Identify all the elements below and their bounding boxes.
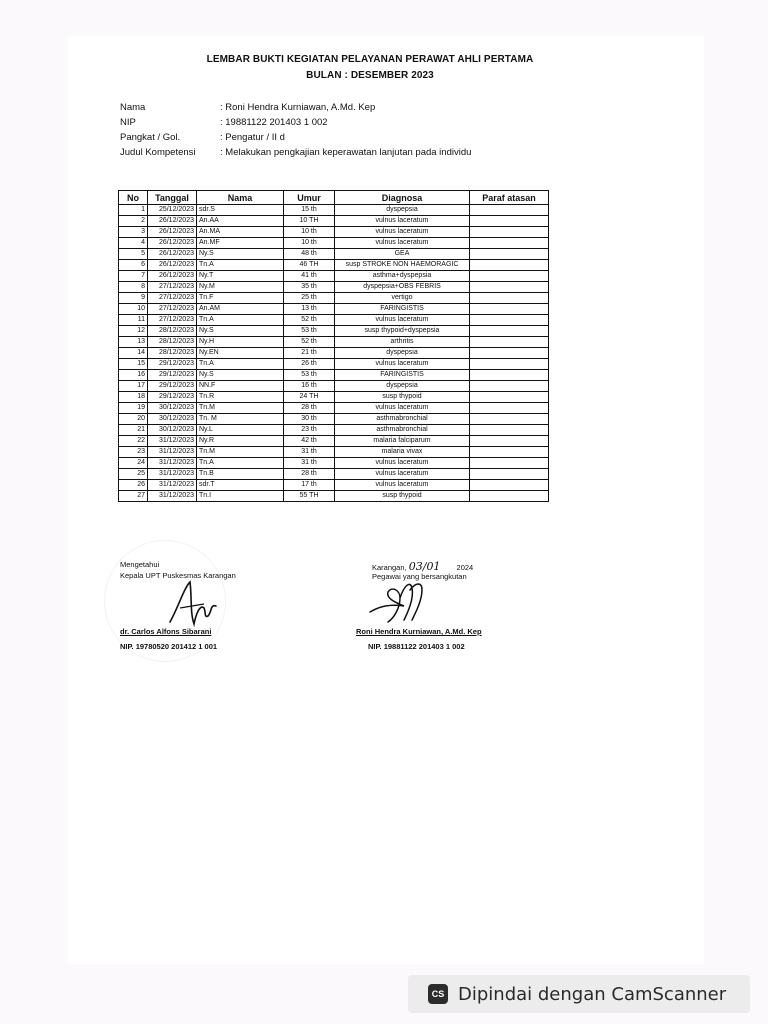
- table-row: [119, 414, 549, 425]
- cell-paraf: [470, 392, 549, 403]
- info-value: : Pengatur / II d: [220, 132, 285, 143]
- header-umur: Umur: [284, 191, 335, 205]
- cell-no: 13: [119, 337, 148, 348]
- cell-umur: 55 TH: [284, 491, 335, 502]
- sig-left-line1: Mengetahui: [120, 560, 160, 569]
- table-row: [119, 480, 549, 491]
- info-value: : 19881122 201403 1 002: [220, 117, 328, 128]
- cell-umur: 10 TH: [284, 216, 335, 227]
- cell-paraf: [470, 403, 549, 414]
- cell-paraf: [470, 304, 549, 315]
- cell-umur: 41 th: [284, 271, 335, 282]
- cell-paraf: [470, 216, 549, 227]
- cell-paraf: [470, 205, 549, 216]
- cell-nama: Ny.S: [197, 249, 284, 260]
- cell-tanggal: 26/12/2023: [148, 260, 197, 271]
- header-tanggal: Tanggal: [148, 191, 197, 205]
- cell-nama: Tn.M: [197, 403, 284, 414]
- signature-mark-right: [364, 576, 444, 628]
- header-diagnosa: Diagnosa: [335, 191, 470, 205]
- cell-nama: Tn.M: [197, 447, 284, 458]
- cell-umur: 10 th: [284, 227, 335, 238]
- table-row: [119, 491, 549, 502]
- table-row: [119, 359, 549, 370]
- info-label: NIP: [120, 117, 136, 128]
- table-row: [119, 337, 549, 348]
- cell-umur: 31 th: [284, 447, 335, 458]
- cell-no: 7: [119, 271, 148, 282]
- cell-umur: 30 th: [284, 414, 335, 425]
- cell-paraf: [470, 260, 549, 271]
- cell-no: 16: [119, 370, 148, 381]
- cell-no: 3: [119, 227, 148, 238]
- table-row: [119, 458, 549, 469]
- cell-tanggal: 29/12/2023: [148, 381, 197, 392]
- cell-nama: sdr.S: [197, 205, 284, 216]
- cell-no: 22: [119, 436, 148, 447]
- cell-no: 9: [119, 293, 148, 304]
- sig-right-place: Karangan,: [372, 563, 407, 572]
- cell-tanggal: 31/12/2023: [148, 491, 197, 502]
- table-row: [119, 447, 549, 458]
- cell-nama: Ny.S: [197, 370, 284, 381]
- cell-paraf: [470, 491, 549, 502]
- camscanner-banner: [408, 975, 750, 1013]
- cell-tanggal: 26/12/2023: [148, 216, 197, 227]
- sig-right-date-line: Karangan, 03/01 2024: [372, 560, 474, 573]
- cell-no: 5: [119, 249, 148, 260]
- cell-umur: 53 th: [284, 326, 335, 337]
- table-row: [119, 238, 549, 249]
- cell-tanggal: 31/12/2023: [148, 469, 197, 480]
- cell-no: 25: [119, 469, 148, 480]
- cell-diagnosa: susp thypoid: [335, 491, 470, 502]
- cell-nama: Tn.B: [197, 469, 284, 480]
- info-label: Nama: [120, 102, 146, 113]
- info-row-nip: [120, 115, 471, 130]
- table-row: [119, 216, 549, 227]
- cell-umur: 24 TH: [284, 392, 335, 403]
- cell-tanggal: 29/12/2023: [148, 370, 197, 381]
- cell-tanggal: 30/12/2023: [148, 403, 197, 414]
- cell-diagnosa: malaria vivax: [335, 447, 470, 458]
- table-row: [119, 227, 549, 238]
- cell-diagnosa: malaria falciparum: [335, 436, 470, 447]
- sig-right-name: Roni Hendra Kurniawan, A.Md. Kep: [356, 627, 482, 636]
- cell-tanggal: 29/12/2023: [148, 392, 197, 403]
- cell-tanggal: 26/12/2023: [148, 227, 197, 238]
- cell-no: 4: [119, 238, 148, 249]
- cell-diagnosa: GEA: [335, 249, 470, 260]
- info-row-nama: [120, 100, 471, 115]
- cell-umur: 42 th: [284, 436, 335, 447]
- cell-nama: Tn.I: [197, 491, 284, 502]
- cell-no: 14: [119, 348, 148, 359]
- table-row: [119, 392, 549, 403]
- cell-paraf: [470, 381, 549, 392]
- sig-left-nip: NIP. 19780520 201412 1 001: [120, 642, 218, 651]
- sig-right-year: 2024: [456, 563, 474, 572]
- cell-tanggal: 31/12/2023: [148, 480, 197, 491]
- cell-paraf: [470, 436, 549, 447]
- cell-nama: Ny.S: [197, 326, 284, 337]
- cell-nama: Ny.M: [197, 282, 284, 293]
- cell-nama: Ny.EN: [197, 348, 284, 359]
- header-nama: Nama: [197, 191, 284, 205]
- cell-no: 18: [119, 392, 148, 403]
- cell-paraf: [470, 414, 549, 425]
- cell-paraf: [470, 359, 549, 370]
- cell-paraf: [470, 227, 549, 238]
- document-title: LEMBAR BUKTI KEGIATAN PELAYANAN PERAWAT AHLI PERTAMA: [206, 54, 534, 65]
- cell-nama: Tn.A: [197, 260, 284, 271]
- cell-no: 19: [119, 403, 148, 414]
- info-label: Judul Kompetensi: [120, 147, 196, 158]
- cell-diagnosa: dyspepsia: [335, 381, 470, 392]
- table-row: [119, 304, 549, 315]
- cell-umur: 16 th: [284, 381, 335, 392]
- cell-no: 26: [119, 480, 148, 491]
- table-row: [119, 282, 549, 293]
- cell-nama: Tn. M: [197, 414, 284, 425]
- info-value: : Melakukan pengkajian keperawatan lanjutan pada individu: [220, 147, 472, 158]
- cell-tanggal: 30/12/2023: [148, 414, 197, 425]
- cell-tanggal: 25/12/2023: [148, 205, 197, 216]
- cell-umur: 31 th: [284, 458, 335, 469]
- cell-diagnosa: dyspepsia: [335, 348, 470, 359]
- cell-umur: 28 th: [284, 403, 335, 414]
- table-row: [119, 249, 549, 260]
- cell-nama: An.AA: [197, 216, 284, 227]
- cell-paraf: [470, 447, 549, 458]
- sig-right-nip: NIP. 19881122 201403 1 002: [368, 642, 465, 651]
- cell-umur: 35 th: [284, 282, 335, 293]
- cell-diagnosa: vulnus laceratum: [335, 458, 470, 469]
- table-row: [119, 315, 549, 326]
- cell-no: 24: [119, 458, 148, 469]
- cell-diagnosa: vulnus laceratum: [335, 227, 470, 238]
- cell-no: 17: [119, 381, 148, 392]
- cell-no: 8: [119, 282, 148, 293]
- cell-nama: Tn.A: [197, 359, 284, 370]
- cell-tanggal: 27/12/2023: [148, 315, 197, 326]
- table-row: [119, 425, 549, 436]
- cell-no: 10: [119, 304, 148, 315]
- cell-nama: Tn.A: [197, 458, 284, 469]
- table-row: [119, 260, 549, 271]
- cell-nama: Ny.T: [197, 271, 284, 282]
- cell-nama: An.MA: [197, 227, 284, 238]
- service-table: [118, 190, 549, 502]
- cell-diagnosa: vulnus laceratum: [335, 216, 470, 227]
- cell-tanggal: 26/12/2023: [148, 238, 197, 249]
- cell-diagnosa: FARINGISTIS: [335, 370, 470, 381]
- cell-tanggal: 30/12/2023: [148, 425, 197, 436]
- cell-umur: 53 th: [284, 370, 335, 381]
- cell-diagnosa: vulnus laceratum: [335, 359, 470, 370]
- cell-paraf: [470, 282, 549, 293]
- cell-paraf: [470, 458, 549, 469]
- cell-tanggal: 31/12/2023: [148, 458, 197, 469]
- table-body: [119, 205, 549, 502]
- cell-paraf: [470, 326, 549, 337]
- cell-diagnosa: vulnus laceratum: [335, 469, 470, 480]
- cell-paraf: [470, 469, 549, 480]
- cell-umur: 52 th: [284, 337, 335, 348]
- info-row-kompetensi: [120, 145, 471, 160]
- cell-tanggal: 31/12/2023: [148, 447, 197, 458]
- cell-tanggal: 28/12/2023: [148, 348, 197, 359]
- handwritten-month: 01: [426, 560, 441, 573]
- cell-paraf: [470, 480, 549, 491]
- cell-diagnosa: dyspepsia+OBS FEBRIS: [335, 282, 470, 293]
- cell-nama: Tn.F: [197, 293, 284, 304]
- cell-diagnosa: vulnus laceratum: [335, 238, 470, 249]
- cell-nama: Ny.R: [197, 436, 284, 447]
- cell-diagnosa: asthmabronchial: [335, 425, 470, 436]
- table-row: [119, 205, 549, 216]
- cell-nama: An.MF: [197, 238, 284, 249]
- cell-nama: Tn.A: [197, 315, 284, 326]
- cell-tanggal: 28/12/2023: [148, 337, 197, 348]
- cell-no: 23: [119, 447, 148, 458]
- cell-no: 11: [119, 315, 148, 326]
- cell-nama: Ny.L: [197, 425, 284, 436]
- sig-left-position: Kepala UPT Puskesmas Karangan: [120, 571, 236, 580]
- camscanner-text: Dipindai dengan CamScanner: [458, 983, 727, 1005]
- cell-no: 1: [119, 205, 148, 216]
- info-label: Pangkat / Gol.: [120, 132, 181, 143]
- sig-left-name: dr. Carlos Alfons Sibarani: [120, 627, 212, 636]
- cell-paraf: [470, 337, 549, 348]
- cell-umur: 46 TH: [284, 260, 335, 271]
- info-value: : Roni Hendra Kurniawan, A.Md. Kep: [220, 102, 376, 113]
- cell-no: 15: [119, 359, 148, 370]
- cell-tanggal: 27/12/2023: [148, 293, 197, 304]
- cell-tanggal: 27/12/2023: [148, 304, 197, 315]
- cell-diagnosa: susp STROKE NON HAEMORAGIC: [335, 260, 470, 271]
- table-row: [119, 403, 549, 414]
- sig-right-position: Pegawai yang bersangkutan: [372, 572, 467, 581]
- info-row-pangkat: [120, 130, 471, 145]
- camscanner-logo-icon: CS: [428, 984, 448, 1004]
- document-subtitle: BULAN : DESEMBER 2023: [306, 70, 434, 81]
- cell-nama: NN.F: [197, 381, 284, 392]
- cell-no: 6: [119, 260, 148, 271]
- signature-mark-left: [160, 578, 230, 628]
- cell-paraf: [470, 271, 549, 282]
- cell-nama: Tn.R: [197, 392, 284, 403]
- cell-umur: 10 th: [284, 238, 335, 249]
- cell-umur: 48 th: [284, 249, 335, 260]
- table-row: [119, 271, 549, 282]
- cell-tanggal: 26/12/2023: [148, 249, 197, 260]
- cell-umur: 25 th: [284, 293, 335, 304]
- cell-diagnosa: FARINGISTIS: [335, 304, 470, 315]
- cell-umur: 17 th: [284, 480, 335, 491]
- employee-info: [120, 100, 471, 160]
- cell-nama: sdr.T: [197, 480, 284, 491]
- cell-paraf: [470, 249, 549, 260]
- cell-no: 21: [119, 425, 148, 436]
- cell-tanggal: 31/12/2023: [148, 436, 197, 447]
- cell-diagnosa: vulnus laceratum: [335, 403, 470, 414]
- cell-nama: An.AM: [197, 304, 284, 315]
- cell-umur: 23 th: [284, 425, 335, 436]
- cell-umur: 52 th: [284, 315, 335, 326]
- cell-paraf: [470, 238, 549, 249]
- table-row: [119, 469, 549, 480]
- cell-diagnosa: asthmabronchial: [335, 414, 470, 425]
- cell-tanggal: 27/12/2023: [148, 282, 197, 293]
- cell-no: 2: [119, 216, 148, 227]
- cell-tanggal: 28/12/2023: [148, 326, 197, 337]
- cell-paraf: [470, 348, 549, 359]
- handwritten-day: 03: [408, 560, 423, 573]
- cell-nama: Ny.H: [197, 337, 284, 348]
- cell-no: 12: [119, 326, 148, 337]
- cell-no: 20: [119, 414, 148, 425]
- cell-umur: 13 th: [284, 304, 335, 315]
- cell-tanggal: 26/12/2023: [148, 271, 197, 282]
- table-row: [119, 348, 549, 359]
- table-header-row: [119, 191, 549, 205]
- cell-diagnosa: vulnus laceratum: [335, 315, 470, 326]
- cell-paraf: [470, 293, 549, 304]
- cell-no: 27: [119, 491, 148, 502]
- table-row: [119, 370, 549, 381]
- cell-diagnosa: asthma+dyspepsia: [335, 271, 470, 282]
- cell-paraf: [470, 425, 549, 436]
- table-row: [119, 436, 549, 447]
- cell-umur: 21 th: [284, 348, 335, 359]
- cell-diagnosa: arthritis: [335, 337, 470, 348]
- table-row: [119, 326, 549, 337]
- cell-diagnosa: susp thypoid+dyspepsia: [335, 326, 470, 337]
- cell-umur: 15 th: [284, 205, 335, 216]
- header-no: No: [119, 191, 148, 205]
- cell-diagnosa: vulnus laceratum: [335, 480, 470, 491]
- cell-umur: 28 th: [284, 469, 335, 480]
- header-paraf: Paraf atasan: [470, 191, 549, 205]
- cell-diagnosa: dyspepsia: [335, 205, 470, 216]
- cell-umur: 26 th: [284, 359, 335, 370]
- cell-diagnosa: vertigo: [335, 293, 470, 304]
- cell-tanggal: 29/12/2023: [148, 359, 197, 370]
- cell-paraf: [470, 370, 549, 381]
- cell-diagnosa: susp thypoid: [335, 392, 470, 403]
- table-row: [119, 381, 549, 392]
- table-row: [119, 293, 549, 304]
- cell-paraf: [470, 315, 549, 326]
